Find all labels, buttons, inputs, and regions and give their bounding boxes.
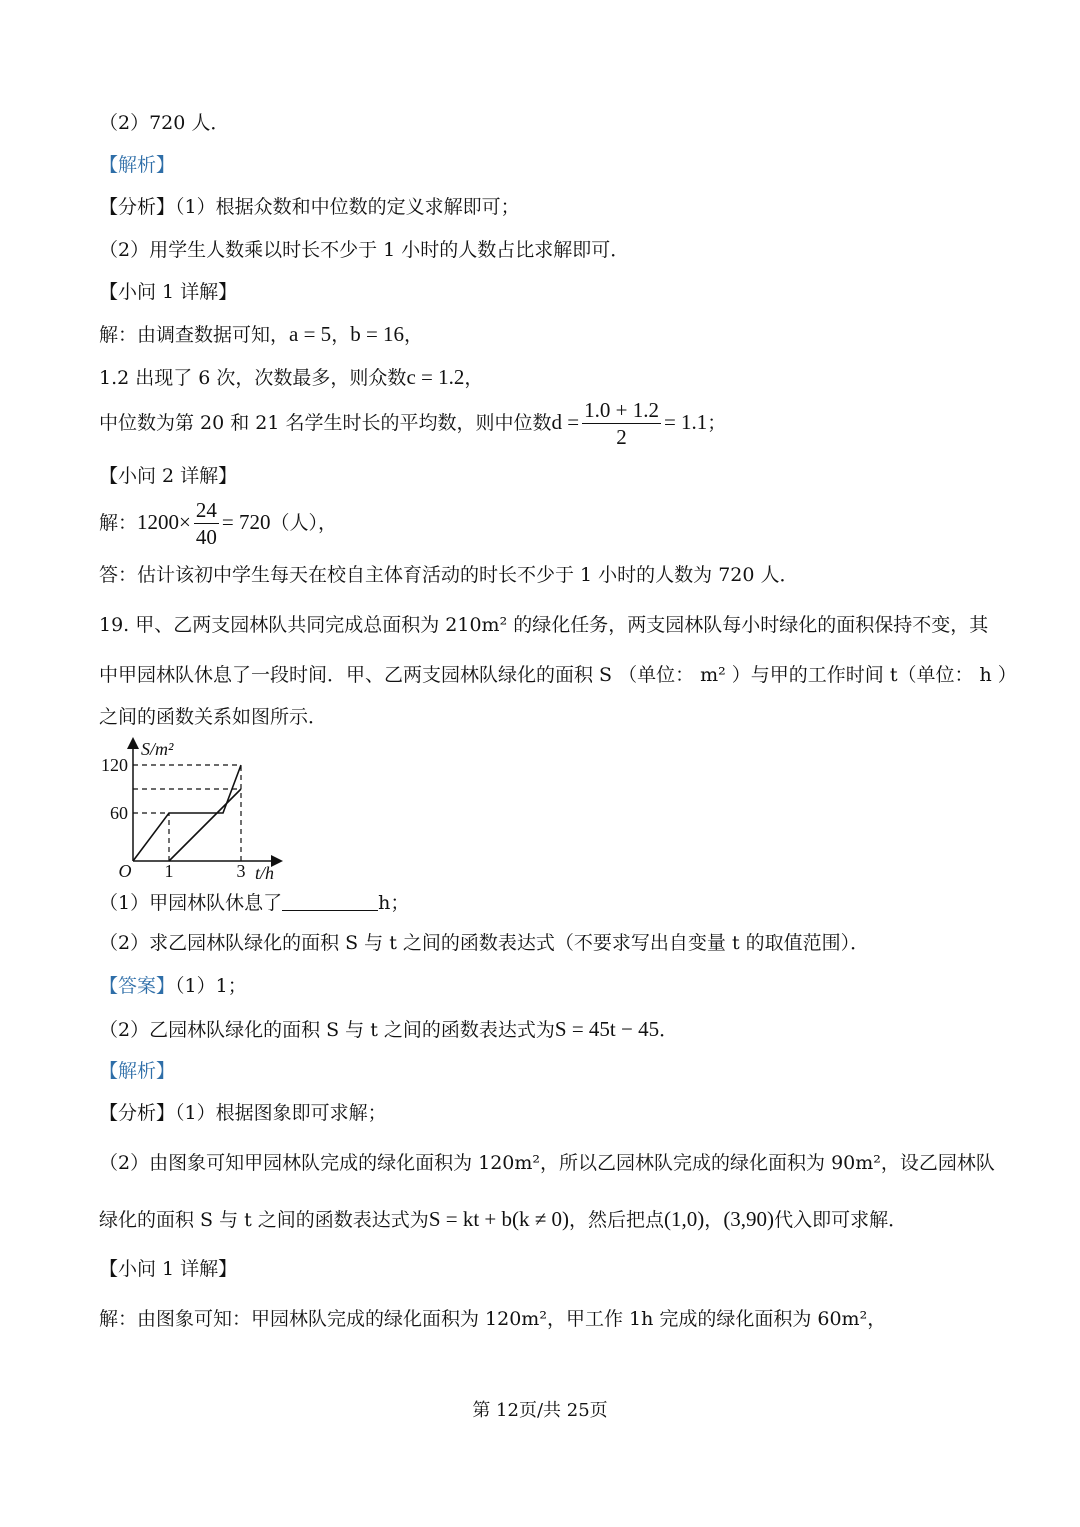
text-line <box>99 1209 907 1230</box>
subquestion-heading: 【小问 2 详解】 <box>99 465 238 487</box>
text-segment: ． <box>659 1019 679 1041</box>
text-segment: （人）， <box>270 512 337 534</box>
text-segment: 中位数为第 20 和 21 名学生时长的平均数，则中位数 <box>99 412 552 434</box>
series-line-yi <box>169 789 241 861</box>
text-segment: 解： <box>99 512 138 534</box>
text-segment: ； <box>707 412 727 434</box>
fraction-numerator: 1.0 + 1.2 <box>584 398 659 422</box>
origin-label: O <box>118 861 132 881</box>
text-segment: 绿化的面积 S 与 t 之间的函数表达式为 <box>99 1209 429 1231</box>
x-tick-label-1: 1 <box>164 861 174 881</box>
text-segment: ， <box>404 324 424 346</box>
text-line: 解：由图象可知：甲园林队完成的绿化面积为 120m²，甲工作 1h 完成的绿化面积为 60m²， <box>99 1308 887 1330</box>
y-axis-label: S/m² <box>141 739 174 759</box>
math-expression: = 1.1 <box>663 410 708 434</box>
question-text: 19. 甲、乙两支园林队共同完成总面积为 210m² 的绿化任务，两支园林队每小时绿化的面积保持不变，其 <box>99 614 989 636</box>
y-tick-label-120: 120 <box>101 755 128 775</box>
text-line: 答：估计该初中学生每天在校自主体育活动的时长不少于 1 小时的人数为 720 人． <box>99 564 799 586</box>
section-tag-analysis: 【解析】 <box>99 1060 176 1082</box>
answer-tag: 【答案】 <box>99 975 176 997</box>
fraction-denominator: 40 <box>195 525 217 549</box>
question-text: 之间的函数关系如图所示． <box>99 706 328 728</box>
math-expression: 1200× <box>137 510 191 534</box>
math-expression: (1,0) <box>664 1207 705 1231</box>
text-segment: ，然后把点 <box>569 1209 665 1231</box>
fraction <box>582 400 661 448</box>
text-segment: 代入即可求解． <box>774 1209 908 1231</box>
text-line: （2）由图象可知甲园林队完成的绿化面积为 120m²，所以乙园林队完成的绿化面积为 90m²，设乙园林队 <box>99 1152 995 1174</box>
text-line: 【分析】（1）根据图象即可求解； <box>99 1102 387 1124</box>
text-segment: （1）1； <box>175 975 247 997</box>
y-tick-label-60: 60 <box>110 803 128 823</box>
math-expression: c = 1.2 <box>406 365 465 389</box>
fraction-numerator: 24 <box>195 498 217 522</box>
text-line <box>99 1019 678 1040</box>
math-expression: d = <box>551 410 580 434</box>
math-expression: = 720 <box>221 510 271 534</box>
math-expression: (3,90) <box>723 1207 775 1231</box>
text-segment: （1）甲园林队休息了 <box>99 892 283 914</box>
math-expression: a = 5 <box>289 322 332 346</box>
text-segment: 1.2 出现了 6 次，次数最多，则众数 <box>99 367 407 389</box>
math-expression: b = 16 <box>350 322 405 346</box>
text-line: （2）求乙园林队绿化的面积 S 与 t 之间的函数表达式（不要求写出自变量 t 的取值范围）． <box>99 932 870 954</box>
subquestion-heading: 【小问 1 详解】 <box>99 1258 238 1280</box>
text-line <box>99 500 337 548</box>
text-segment: ， <box>704 1209 724 1231</box>
text-segment: （2）乙园林队绿化的面积 S 与 t 之间的函数表达式为 <box>99 1019 555 1041</box>
fraction-denominator: 2 <box>616 425 627 449</box>
text-segment: h； <box>378 892 410 914</box>
text-line <box>99 324 423 345</box>
math-expression: S = 45t − 45 <box>554 1017 660 1041</box>
section-tag-analysis: 【解析】 <box>99 154 176 176</box>
text-segment: 解：由调查数据可知， <box>99 324 290 346</box>
text-line <box>99 400 726 448</box>
math-expression: S = kt + b(k ≠ 0) <box>428 1207 570 1231</box>
x-tick-label-3: 3 <box>236 861 246 881</box>
text-line <box>99 367 483 388</box>
text-segment: ， <box>331 324 351 346</box>
text-line <box>99 892 409 913</box>
text-line <box>99 977 247 996</box>
answer-blank <box>282 892 378 911</box>
series-line-jia <box>133 765 241 861</box>
text-line: 【分析】（1）根据众数和中位数的定义求解即可； <box>99 196 520 218</box>
page-footer: 第 12页/共 25页 <box>472 1400 608 1421</box>
text-segment: ， <box>464 367 484 389</box>
text-line: （2）720 人． <box>99 112 230 134</box>
question-text: 中甲园林队休息了一段时间．甲、乙两支园林队绿化的面积 S （单位： m² ）与甲的工作时间 t（单位： h ） <box>99 664 1017 686</box>
x-axis-label: t/h <box>255 863 275 883</box>
text-line: （2）用学生人数乘以时长不少于 1 小时的人数占比求解即可． <box>99 239 630 261</box>
fraction <box>194 500 219 548</box>
subquestion-heading: 【小问 1 详解】 <box>99 281 238 303</box>
function-graph <box>95 735 295 885</box>
